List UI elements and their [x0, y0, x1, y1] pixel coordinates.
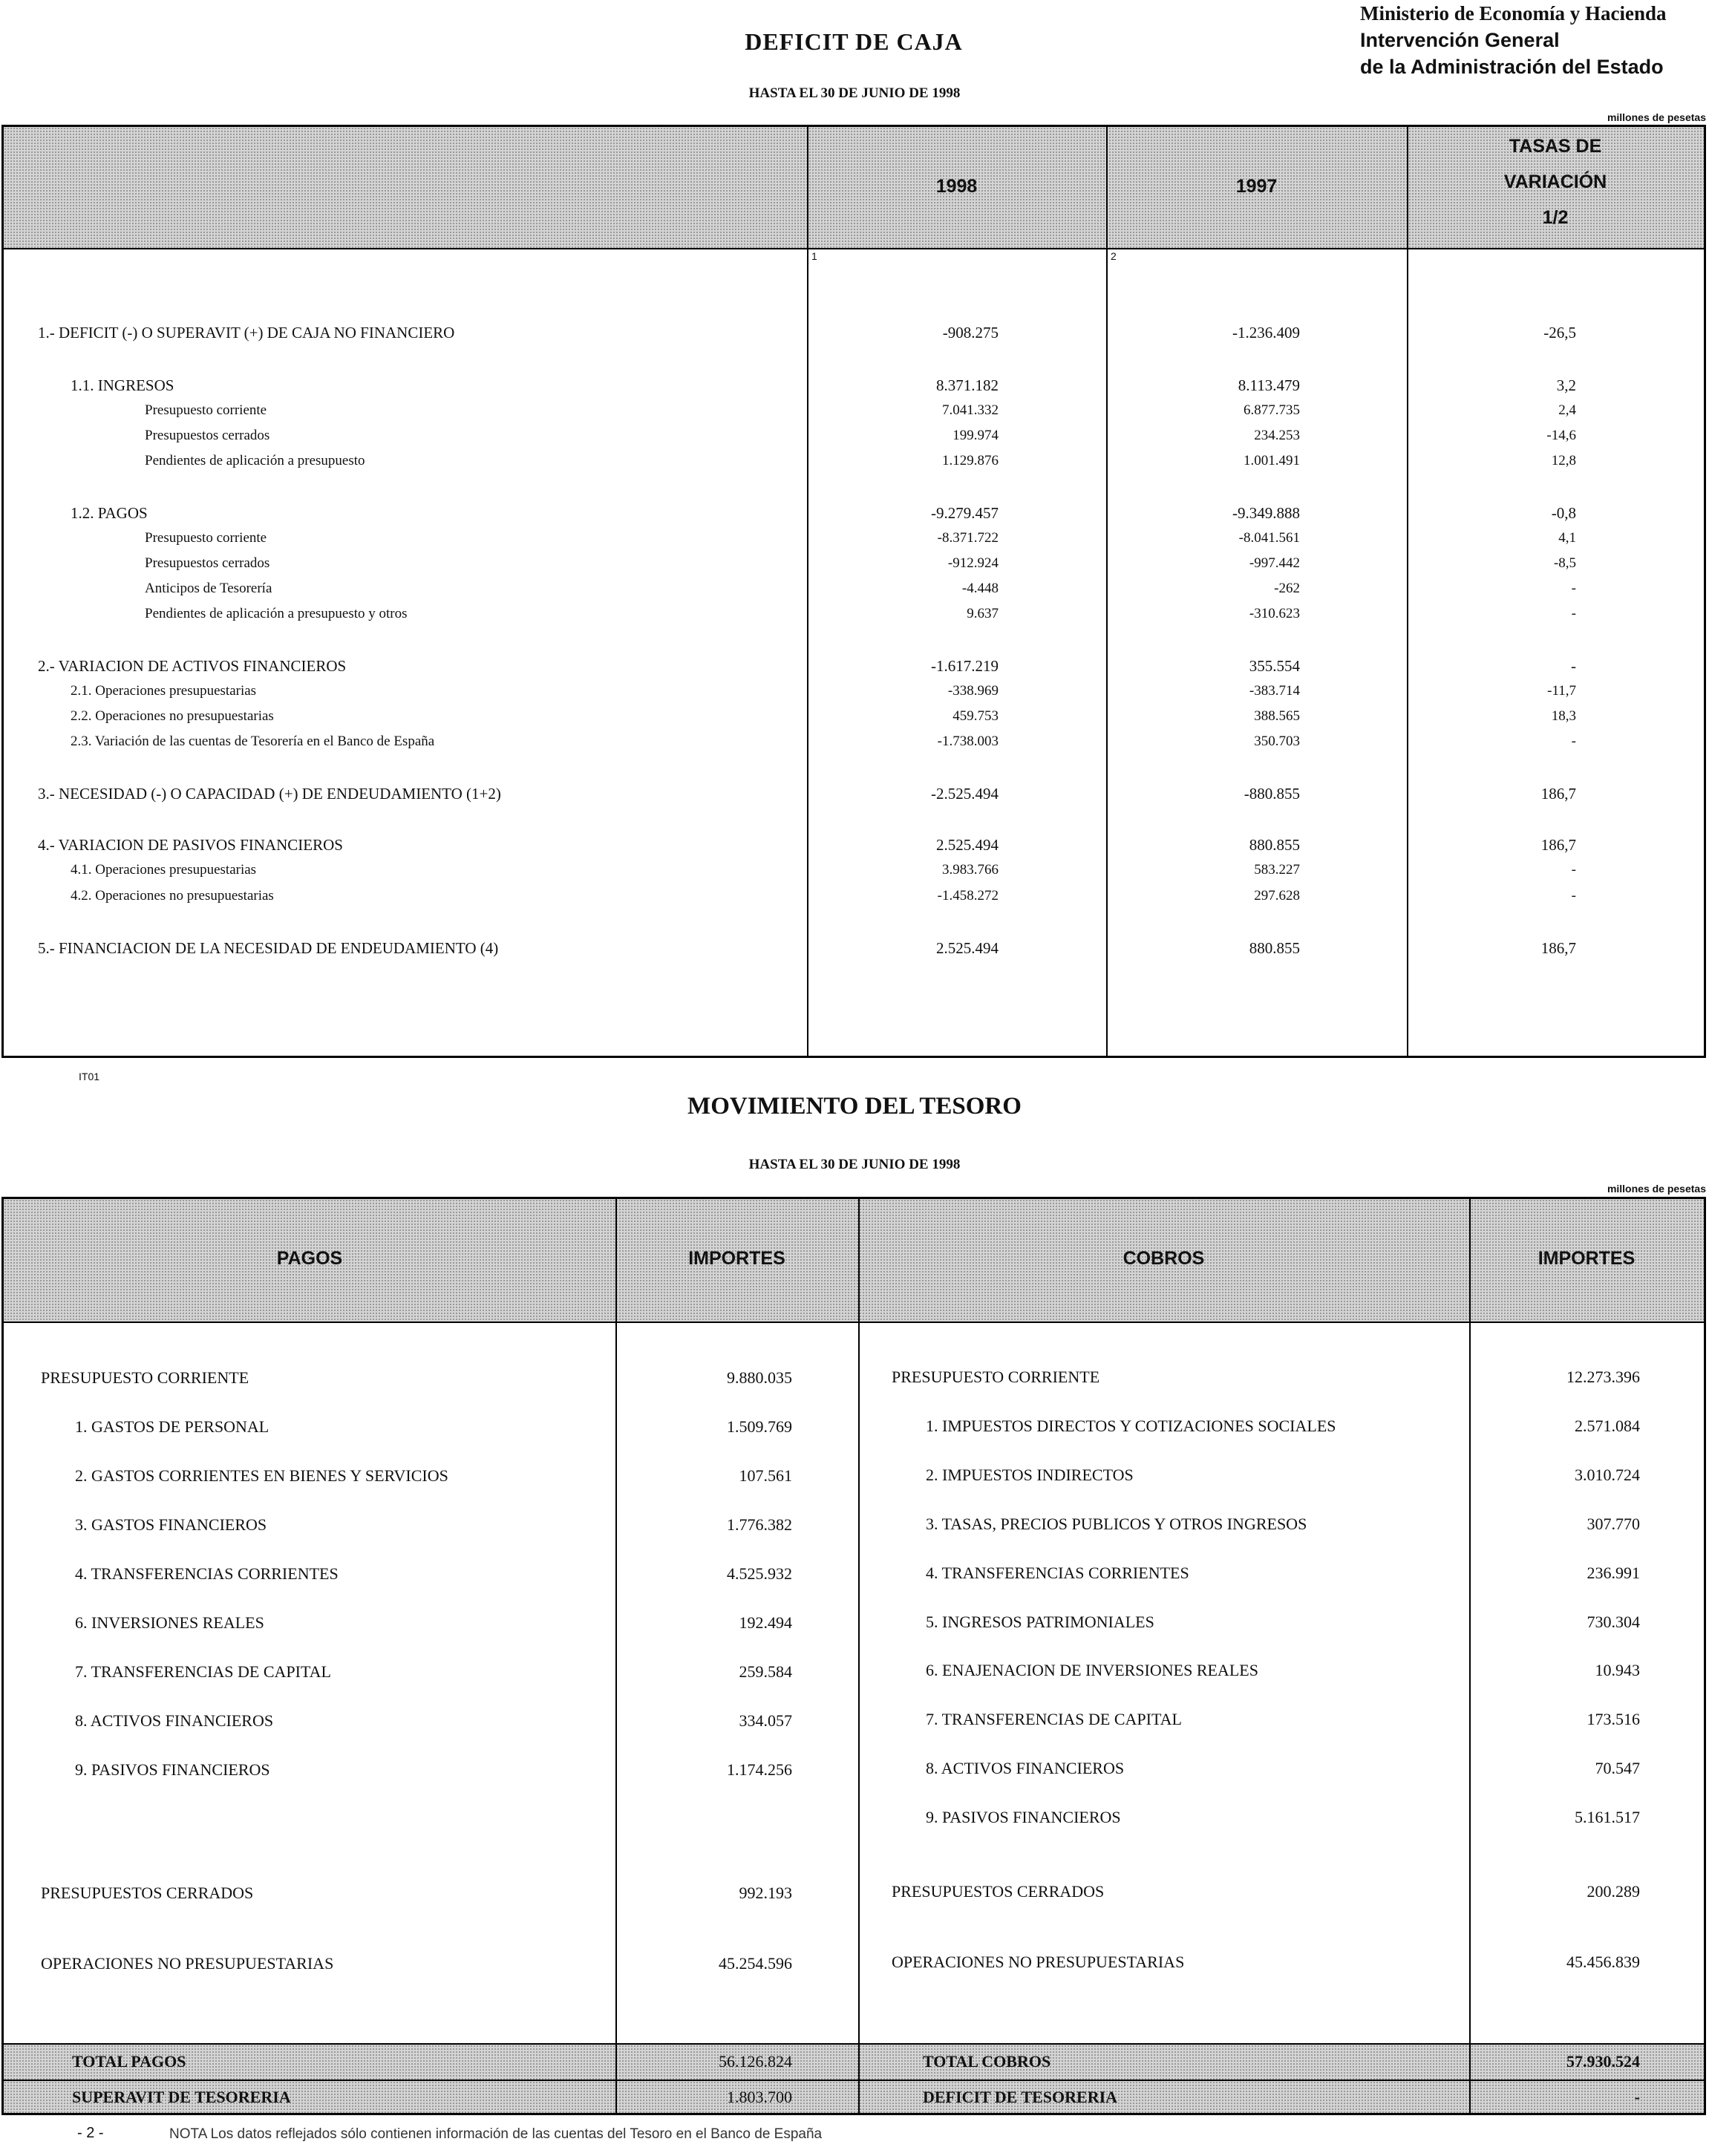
cobros-value: 5.161.517 [1575, 1808, 1640, 1826]
row-label: 4.1. Operaciones presupuestarias [71, 862, 257, 878]
cobros-label: 9. PASIVOS FINANCIEROS [926, 1808, 1121, 1826]
row-label: 1.- DEFICIT (-) O SUPERAVIT (+) DE CAJA NO FINANCIERO [38, 324, 455, 342]
value-tasa: 186,7 [1540, 939, 1576, 957]
col-cobros: COBROS [1123, 1248, 1205, 1269]
table-row [4, 1460, 1704, 1490]
row-label: Presupuesto corriente [145, 530, 267, 546]
row-label: 1.2. PAGOS [71, 504, 148, 522]
deficit-footnote-code: IT01 [79, 1071, 100, 1082]
table-row [4, 576, 1704, 601]
value-1997: 880.855 [1249, 836, 1300, 854]
tesoro-table [1, 1197, 1706, 2115]
value-1998: 7.041.332 [942, 402, 999, 418]
value-1997: -880.855 [1244, 785, 1300, 803]
cobros-label: OPERACIONES NO PRESUPUESTARIAS [892, 1953, 1185, 1971]
tesoro-units: millones de pesetas [1607, 1183, 1706, 1195]
value-1998: 2.525.494 [936, 939, 999, 957]
value-1997: -997.442 [1249, 555, 1300, 571]
cobros-value: 10.943 [1595, 1661, 1640, 1679]
agency-line-1: Ministerio de Economía y Hacienda [1360, 2, 1667, 24]
value-tasa: - [1571, 657, 1576, 675]
value-tasa: - [1571, 888, 1576, 904]
table-row [4, 526, 1704, 551]
row-label: 2.1. Operaciones presupuestarias [71, 683, 257, 699]
value-tasa: 18,3 [1551, 708, 1576, 724]
pagos-value: 45.254.596 [719, 1954, 792, 1973]
table-row [4, 448, 1704, 474]
pagos-label: OPERACIONES NO PRESUPUESTARIAS [41, 1954, 334, 1973]
value-tasa: -8,5 [1553, 555, 1576, 571]
cobros-label: 4. TRANSFERENCIAS CORRIENTES [926, 1564, 1189, 1582]
table-row [4, 373, 1704, 398]
value-tasa: 4,1 [1558, 530, 1576, 546]
value-tasa: - [1571, 581, 1576, 596]
value-tasa: -0,8 [1551, 504, 1576, 522]
value-1997: 234.253 [1254, 428, 1300, 443]
pagos-label: 2. GASTOS CORRIENTES EN BIENES Y SERVICIOS [75, 1466, 448, 1485]
cobros-value: 12.273.396 [1566, 1368, 1640, 1386]
table-row [4, 1509, 1704, 1539]
col-num-2: 2 [1111, 250, 1117, 262]
value-1997: -1.236.409 [1232, 324, 1300, 342]
row-label: Presupuesto corriente [145, 402, 267, 418]
pagos-label: 1. GASTOS DE PERSONAL [75, 1417, 269, 1436]
col-1998: 1998 [935, 176, 978, 197]
value-1998: 8.371.182 [936, 376, 999, 394]
cobros-label: 3. TASAS, PRECIOS PUBLICOS Y OTROS INGRESOS [926, 1515, 1307, 1533]
table-row [4, 679, 1704, 704]
table-row [4, 1947, 1704, 1977]
pagos-value: 192.494 [739, 1613, 792, 1632]
value-tasa: 2,4 [1558, 402, 1576, 418]
deficit-table [1, 125, 1706, 1058]
row-label: 5.- FINANCIACION DE LA NECESIDAD DE ENDEUDAMIENTO (4) [38, 939, 499, 957]
table-row [4, 1705, 1704, 1734]
table-row [4, 935, 1704, 961]
cobros-value: 2.571.084 [1575, 1417, 1640, 1435]
value-1998: -1.617.219 [931, 657, 999, 675]
table-row [4, 832, 1704, 858]
table-row [4, 1411, 1704, 1441]
cobros-label: PRESUPUESTOS CERRADOS [892, 1882, 1105, 1901]
cobros-value: 236.991 [1587, 1564, 1640, 1582]
page-mark: - 2 - [77, 2125, 104, 2141]
cobros-label: 2. IMPUESTOS INDIRECTOS [926, 1466, 1134, 1484]
agency-line-2: Intervención General [1360, 29, 1560, 51]
table-row [4, 858, 1704, 883]
total-cobros-label: TOTAL COBROS [923, 2052, 1051, 2071]
value-1997: -310.623 [1249, 606, 1300, 621]
value-tasa: - [1571, 606, 1576, 621]
deficit-tesoreria-label: DEFICIT DE TESORERIA [923, 2088, 1118, 2106]
pagos-label: 4. TRANSFERENCIAS CORRIENTES [75, 1564, 339, 1583]
table-row [4, 883, 1704, 909]
table-row [4, 1803, 1704, 1832]
total-row [4, 2047, 1704, 2077]
value-1998: 1.129.876 [942, 453, 999, 468]
col-importes-cobros: IMPORTES [1538, 1248, 1636, 1269]
value-1997: 8.113.479 [1238, 376, 1300, 394]
row-label: 4.2. Operaciones no presupuestarias [71, 888, 274, 904]
table-row [4, 500, 1704, 526]
table-row [4, 729, 1704, 754]
row-label: 2.3. Variación de las cuentas de Tesorería en el Banco de España [71, 734, 435, 749]
col-tasas-1: TASAS DE [1509, 136, 1602, 157]
table-row [4, 1877, 1704, 1907]
value-1998: 2.525.494 [936, 836, 999, 854]
cobros-value: 307.770 [1587, 1515, 1640, 1533]
value-1997: 350.703 [1254, 734, 1300, 749]
table-row [4, 320, 1704, 345]
value-1998: 3.983.766 [942, 862, 999, 878]
value-tasa: 12,8 [1551, 453, 1576, 468]
value-tasa: -14,6 [1546, 428, 1576, 443]
cobros-label: 6. ENAJENACION DE INVERSIONES REALES [926, 1661, 1258, 1679]
value-1998: -908.275 [942, 324, 999, 342]
pagos-value: 107.561 [739, 1466, 792, 1485]
value-1997: -9.349.888 [1232, 504, 1300, 522]
cobros-value: 200.289 [1587, 1882, 1640, 1901]
pagos-value: 259.584 [739, 1662, 792, 1681]
pagos-value: 4.525.932 [727, 1564, 792, 1583]
cobros-value: 70.547 [1595, 1759, 1640, 1777]
cobros-label: 5. INGRESOS PATRIMONIALES [926, 1613, 1154, 1631]
col-tasas-3: 1/2 [1542, 207, 1569, 228]
value-tasa: - [1571, 734, 1576, 749]
superavit-value: 1.803.700 [727, 2088, 792, 2106]
value-1998: -338.969 [947, 683, 999, 699]
deficit-tesoreria-value: - [1634, 2088, 1640, 2106]
value-1997: 355.554 [1249, 657, 1300, 675]
deficit-title: DEFICIT DE CAJA [745, 28, 963, 55]
pagos-label: 7. TRANSFERENCIAS DE CAPITAL [75, 1662, 331, 1681]
row-label: Presupuestos cerrados [145, 555, 270, 571]
value-1997: -8.041.561 [1238, 530, 1300, 546]
pagos-label: 8. ACTIVOS FINANCIEROS [75, 1711, 274, 1730]
value-1998: -4.448 [961, 581, 999, 596]
deficit-subtitle: HASTA EL 30 DE JUNIO DE 1998 [748, 85, 961, 101]
row-label: 4.- VARIACION DE PASIVOS FINANCIEROS [38, 836, 343, 854]
value-1997: -262 [1274, 581, 1300, 596]
col-num-1: 1 [811, 250, 817, 262]
pagos-value: 9.880.035 [727, 1368, 792, 1387]
pagos-value: 992.193 [739, 1884, 792, 1902]
cobros-label: 1. IMPUESTOS DIRECTOS Y COTIZACIONES SOCIALES [926, 1417, 1336, 1435]
value-1998: -912.924 [947, 555, 999, 571]
value-1998: 9.637 [967, 606, 999, 621]
table-row [4, 423, 1704, 448]
footer-note: NOTA Los datos reflejados sólo contienen información de las cuentas del Tesoro en el Banco de España [169, 2126, 823, 2142]
tesoro-subtitle: HASTA EL 30 DE JUNIO DE 1998 [748, 1157, 961, 1172]
table-row [4, 1558, 1704, 1588]
value-1997: 6.877.735 [1244, 402, 1300, 418]
value-1997: 583.227 [1254, 862, 1300, 878]
pagos-label: 3. GASTOS FINANCIEROS [75, 1515, 267, 1534]
pagos-value: 1.174.256 [727, 1760, 792, 1779]
value-1998: -2.525.494 [931, 785, 999, 803]
col-importes-pagos: IMPORTES [688, 1248, 785, 1269]
row-label: Pendientes de aplicación a presupuesto [145, 453, 365, 468]
table-row [4, 1362, 1704, 1392]
value-1997: 880.855 [1249, 939, 1300, 957]
col-tasas-2: VARIACIÓN [1503, 172, 1607, 192]
value-tasa: - [1571, 862, 1576, 878]
pagos-label: PRESUPUESTO CORRIENTE [41, 1368, 249, 1387]
agency-line-3: de la Administración del Estado [1360, 56, 1664, 78]
value-tasa: -11,7 [1547, 683, 1576, 699]
total-pagos-label: TOTAL PAGOS [72, 2052, 186, 2071]
cobros-label: PRESUPUESTO CORRIENTE [892, 1368, 1100, 1386]
col-1997: 1997 [1235, 176, 1278, 197]
value-tasa: 186,7 [1540, 785, 1576, 803]
pagos-label: 9. PASIVOS FINANCIEROS [75, 1760, 270, 1779]
value-1997: -383.714 [1249, 683, 1300, 699]
value-1998: -8.371.722 [937, 530, 999, 546]
value-tasa: 186,7 [1540, 836, 1576, 854]
table-row [4, 398, 1704, 423]
value-tasa: 3,2 [1556, 376, 1576, 394]
superavit-label: SUPERAVIT DE TESORERIA [72, 2088, 291, 2106]
value-1998: -1.738.003 [937, 734, 999, 749]
pagos-label: 6. INVERSIONES REALES [75, 1613, 264, 1632]
pagos-value: 1.776.382 [727, 1515, 792, 1534]
table-row [4, 1607, 1704, 1637]
cobros-label: 7. TRANSFERENCIAS DE CAPITAL [926, 1710, 1182, 1728]
cobros-label: 8. ACTIVOS FINANCIEROS [926, 1759, 1125, 1777]
row-label: Anticipos de Tesorería [145, 581, 272, 596]
table-row [4, 781, 1704, 806]
cobros-value: 730.304 [1587, 1613, 1640, 1631]
cobros-value: 45.456.839 [1566, 1953, 1640, 1971]
table-row [4, 704, 1704, 729]
cobros-value: 3.010.724 [1575, 1466, 1640, 1484]
total-cobros-value: 57.930.524 [1566, 2052, 1640, 2071]
row-label: Presupuestos cerrados [145, 428, 270, 443]
pagos-value: 334.057 [739, 1711, 792, 1730]
result-row [4, 2082, 1704, 2112]
value-1997: 297.628 [1254, 888, 1300, 904]
row-label: Pendientes de aplicación a presupuesto y otros [145, 606, 408, 621]
pagos-value: 1.509.769 [727, 1417, 792, 1436]
value-1997: 1.001.491 [1244, 453, 1300, 468]
value-1997: 388.565 [1254, 708, 1300, 724]
cobros-value: 173.516 [1587, 1710, 1640, 1728]
pagos-label: PRESUPUESTOS CERRADOS [41, 1884, 254, 1902]
table-row [4, 551, 1704, 576]
value-1998: -9.279.457 [931, 504, 999, 522]
col-pagos: PAGOS [276, 1248, 343, 1269]
value-1998: 459.753 [952, 708, 999, 724]
row-label: 2.- VARIACION DE ACTIVOS FINANCIEROS [38, 657, 347, 675]
value-tasa: -26,5 [1543, 324, 1576, 342]
tesoro-title: MOVIMIENTO DEL TESORO [687, 1093, 1022, 1120]
deficit-units: millones de pesetas [1607, 111, 1706, 123]
row-label: 2.2. Operaciones no presupuestarias [71, 708, 274, 724]
total-pagos-value: 56.126.824 [719, 2052, 792, 2071]
row-label: 1.1. INGRESOS [71, 376, 174, 394]
table-row [4, 1656, 1704, 1685]
row-label: 3.- NECESIDAD (-) O CAPACIDAD (+) DE ENDEUDAMIENTO (1+2) [38, 785, 501, 803]
value-1998: 199.974 [952, 428, 999, 443]
table-row [4, 1754, 1704, 1783]
value-1998: -1.458.272 [937, 888, 999, 904]
table-row [4, 601, 1704, 627]
table-row [4, 653, 1704, 679]
